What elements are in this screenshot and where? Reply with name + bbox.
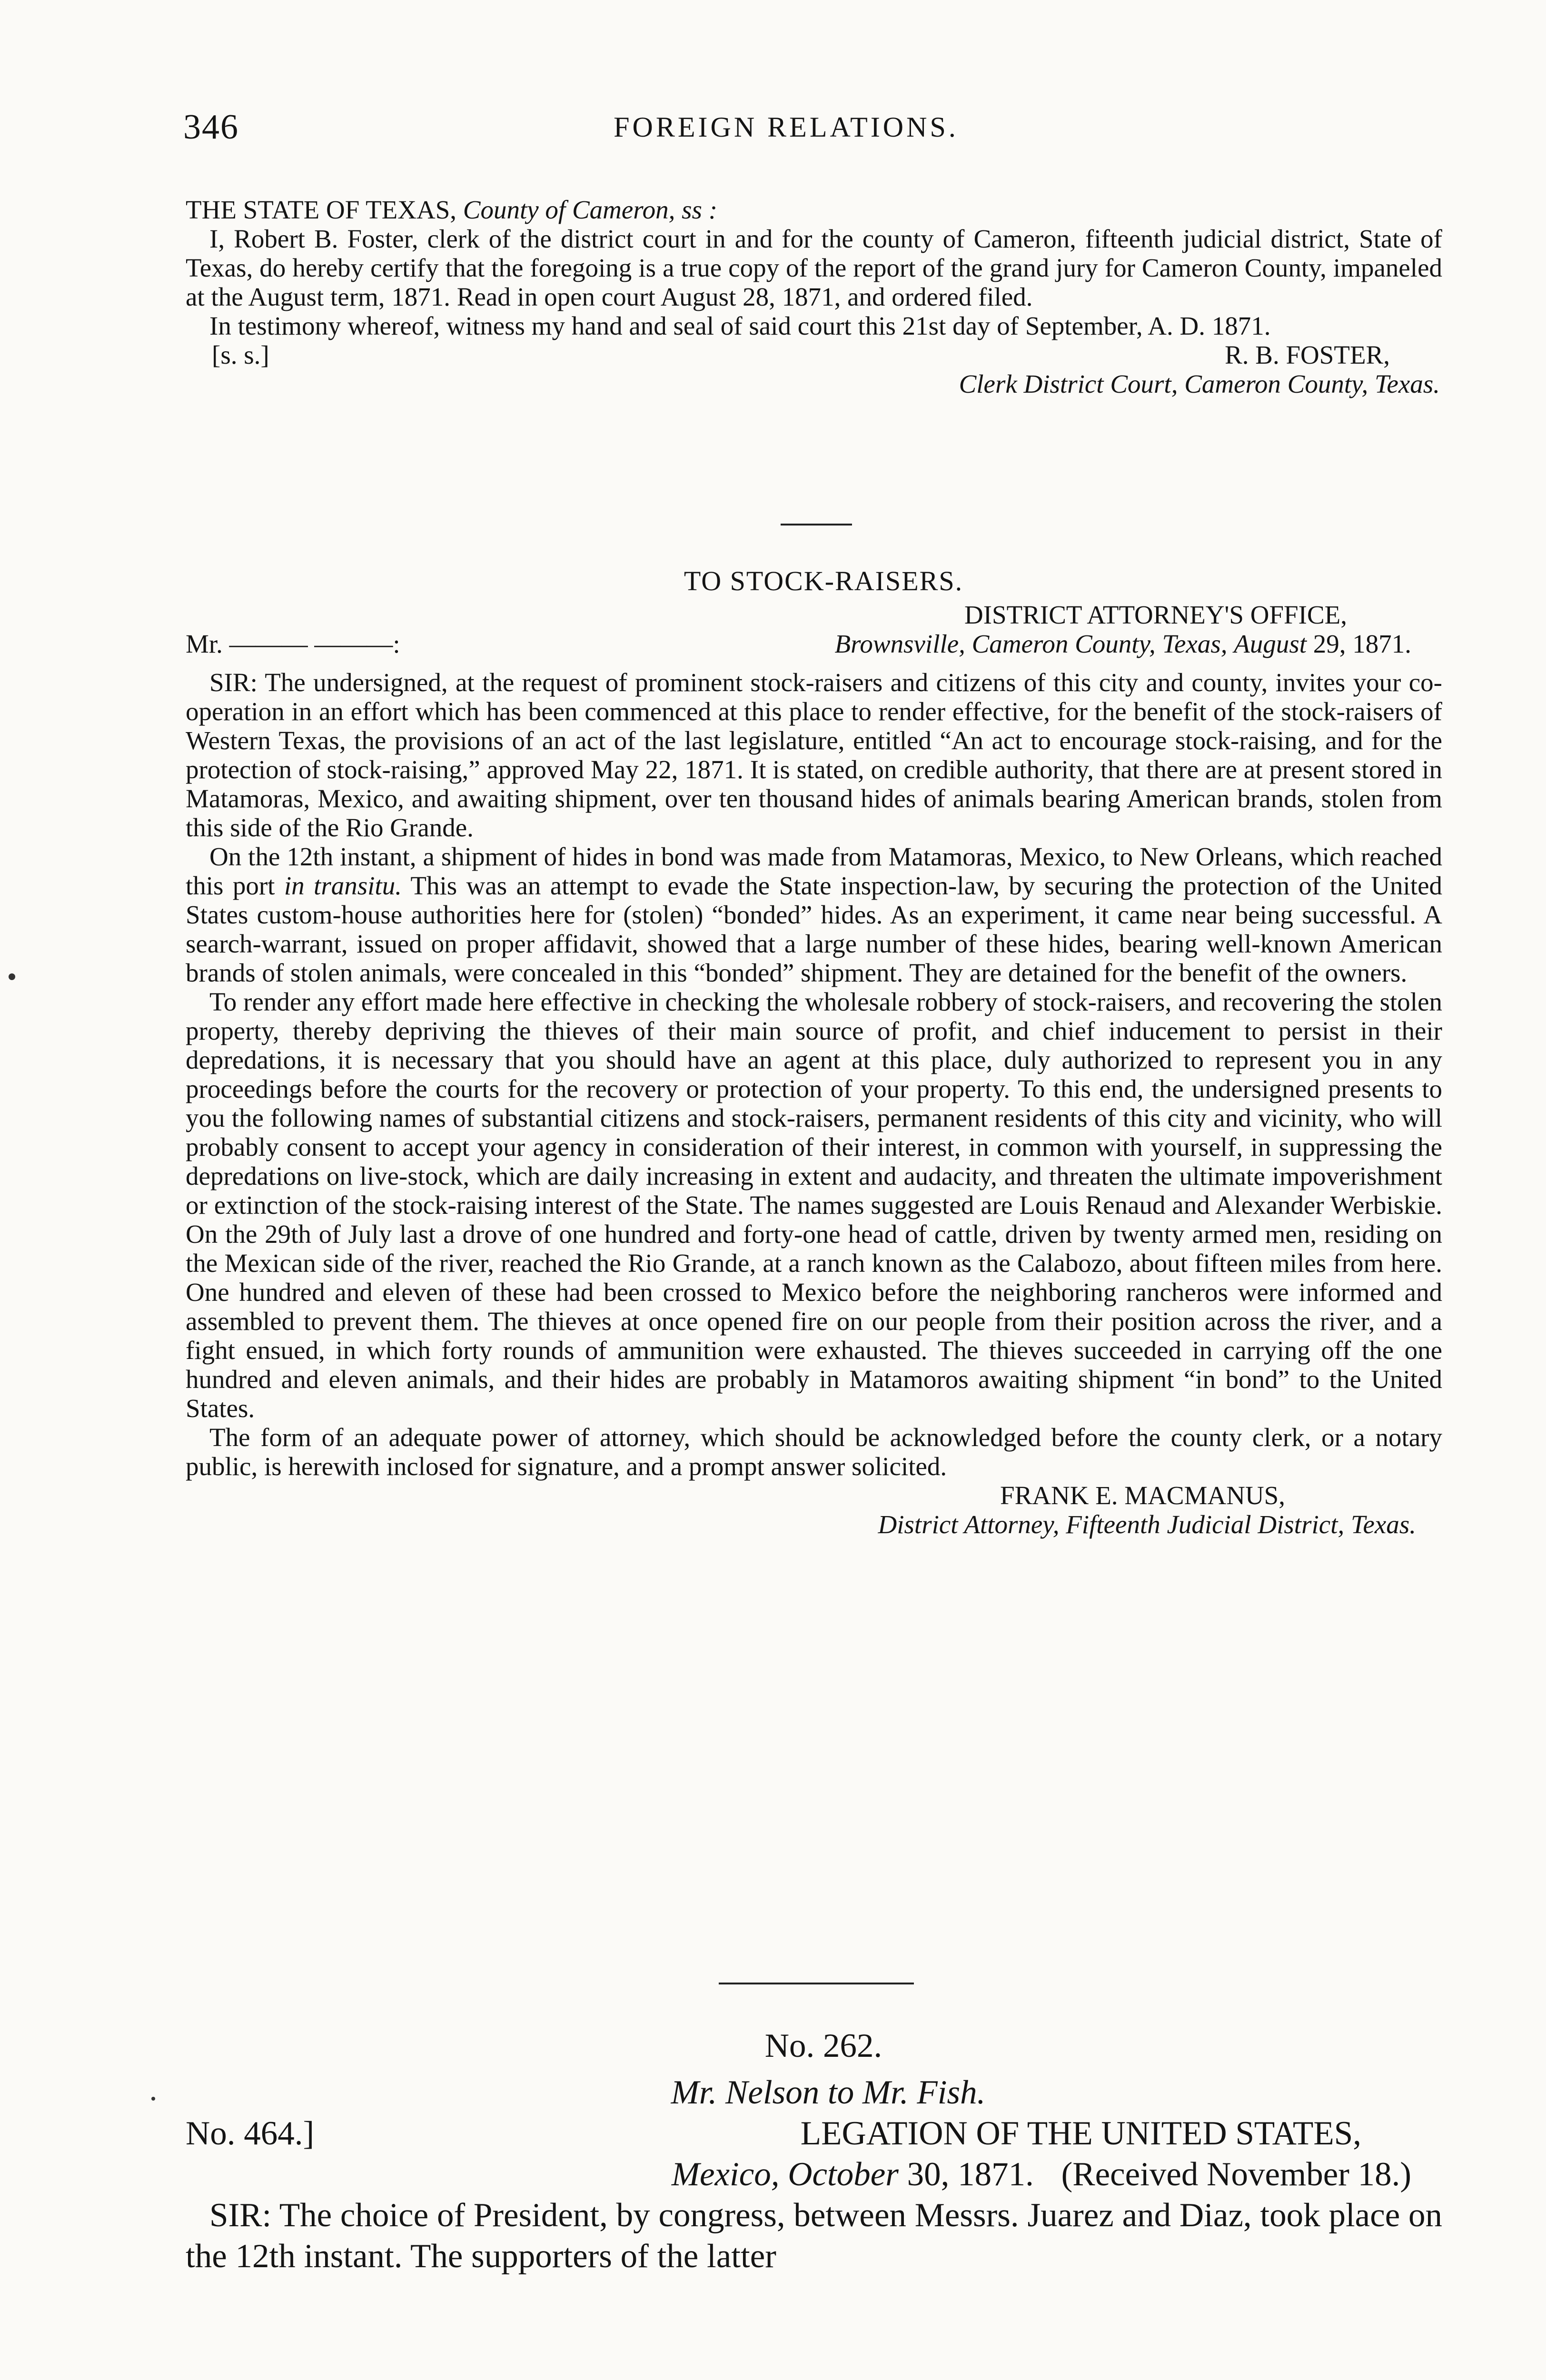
dispatch-body bbox=[186, 2195, 1442, 2277]
attorney-signature: FRANK E. MACMANUS, bbox=[1000, 1481, 1285, 1510]
circular-paragraph-4: The form of an adequate power of attorney, which should be acknowledged before the county clerk, or a notary public, is herewith inclosed for signature, and a prompt answer solicited. bbox=[186, 1423, 1442, 1481]
dispatch-block bbox=[186, 2025, 1442, 2277]
signature-row bbox=[186, 340, 1442, 369]
circular-paragraph-2 bbox=[186, 842, 1442, 987]
certificate-paragraph: I, Robert B. Foster, clerk of the district court in and for the county of Cameron, fifteenth judicial district, State of Texas, do hereby certify that the foregoing is a true copy of the report of the grand jury for Cameron County, impaneled at the August term, 1871. Read in open court August 28, 1871, and ordered filed. bbox=[186, 224, 1442, 311]
section-divider bbox=[781, 524, 852, 526]
legation-line: LEGATION OF THE UNITED STATES, bbox=[800, 2115, 1361, 2152]
in-transitu-text: in transitu. bbox=[284, 871, 402, 900]
dispatch-place: Mexico, bbox=[671, 2156, 780, 2193]
page-header bbox=[183, 107, 1389, 150]
circular-paragraph-1-text: The undersigned, at the request of prominent stock-raisers and citizens of this city and county, invites your co-operation in an effort which has been commenced at this place to render effective, for the benefit of the stock-raisers of Western Texas, the provisions of an act of the last legislature, entitled “An act to encourage stock-raising, and for the protection of stock-raising,” approved May 22, 1871. It is stated, on credible authority, that there are at present stored in Matamoras, Mexico, and awaiting shipment, over ten thousand hides of animals bearing American brands, stolen from this side of the Rio Grande. bbox=[186, 668, 1442, 842]
salutation: Mr. ——— ———: bbox=[186, 629, 400, 658]
seal-mark: [s. s.] bbox=[212, 340, 269, 369]
reference-number: No. 464.] bbox=[186, 2115, 315, 2152]
dispatch-date: 30, 1871. bbox=[907, 2156, 1034, 2193]
clerk-signature: R. B. FOSTER, bbox=[1225, 340, 1390, 369]
circular-paragraph-3: To render any effort made here effective in checking the wholesale robbery of stock-raisers, and recovering the stolen property, thereby depriving the thieves of their main source of profit, and chief inducement to persist in their depredations, it is necessary that you should have an agent at this place, duly authorized to represent you in any proceedings before the courts for the recovery or protection of your property. To this end, the undersigned presents to you the following names of substantial citizens and stock-raisers, permanent residents of this city and vicinity, who will probably consent to accept your agency in consideration of their interest, in common with yourself, in suppressing the depredations on live-stock, which are daily increasing in extent and audacity, and threaten the ultimate impoverishment or extinction of the stock-raising interest of the State. The names suggested are Louis Renaud and Alexander Werbiskie. On the 29th of July last a drove of one hundred and forty-one head of cattle, driven by twenty armed men, residing on the Mexican side of the river, reached the Rio Grande, at a ranch known as the Calabozo, about fifteen miles from here. One hundred and eleven of these had been crossed to Mexico before the neighboring rancheros were informed and assembled to prevent them. The thieves at once opened fire on our people from their position across the river, and a fight ensued, in which forty rounds of ammunition were exhausted. The thieves succeeded in carrying off the one hundred and eleven animals, and their hides are probably in Matamoros awaiting shipment “in bond” to the United States. bbox=[186, 987, 1442, 1423]
attorney-title: District Attorney, Fifteenth Judicial District, Texas. bbox=[878, 1510, 1416, 1539]
circular-paragraph-2-text-a: On the 12th instant, a shipment of hides in bond was made from Matamoras, Mexico, to New Orleans, which reached this port bbox=[186, 842, 1442, 900]
testimony-paragraph: In testimony whereof, witness my hand and seal of said court this 21st day of September, A. D. 1871. bbox=[209, 311, 1271, 340]
clerk-title: Clerk District Court, Cameron County, Texas. bbox=[959, 369, 1440, 398]
dispatch-sir: SIR: bbox=[209, 2197, 272, 2234]
sir-label: SIR: bbox=[209, 668, 258, 697]
dispatch-number: No. 262. bbox=[764, 2027, 882, 2064]
circular-paragraph-2-text-b: This was an attempt to evade the State inspection-law, by securing the protection of the United States custom-house authorities here for (stolen) “bonded” hides. As an experiment, it came near being successful. A search-warrant, issued on proper affidavit, showed that a large number of these hides, bearing well-known American brands of stolen animals, were concealed in this “bonded” shipment. They are detained for the benefit of the owners. bbox=[186, 871, 1442, 987]
certificate-heading bbox=[186, 195, 1442, 224]
circular-title: TO STOCK-RAISERS. bbox=[684, 565, 963, 596]
state-line: THE STATE OF TEXAS, bbox=[186, 195, 457, 224]
dispatch-title: Mr. Nelson to Mr. Fish. bbox=[671, 2074, 986, 2111]
place-month: August bbox=[1234, 629, 1307, 658]
place-date: 29, 1871. bbox=[1313, 629, 1411, 658]
dispatch-date-line bbox=[186, 2154, 1442, 2195]
margin-speck bbox=[9, 973, 15, 980]
dispatch-month: October bbox=[788, 2156, 899, 2193]
circular-block bbox=[186, 566, 1442, 1539]
running-head: FOREIGN RELATIONS. bbox=[614, 111, 959, 143]
margin-speck bbox=[151, 2097, 155, 2101]
certificate-block bbox=[186, 195, 1442, 398]
place-line: Brownsville, Cameron County, Texas, bbox=[834, 629, 1228, 658]
page-number: 346 bbox=[183, 108, 239, 147]
dispatch-body-text: The choice of President, by congress, between Messrs. Juarez and Diaz, took place on the 12th instant. The supporters of the latter bbox=[186, 2197, 1443, 2275]
office-line: DISTRICT ATTORNEY'S OFFICE, bbox=[964, 600, 1347, 629]
legation-row bbox=[186, 2113, 1442, 2154]
county-line: County of Cameron, ss : bbox=[463, 195, 718, 224]
received-note: (Received November 18.) bbox=[1061, 2156, 1411, 2193]
circular-paragraph-1 bbox=[186, 668, 1442, 842]
dispatch-divider bbox=[719, 1983, 914, 1984]
